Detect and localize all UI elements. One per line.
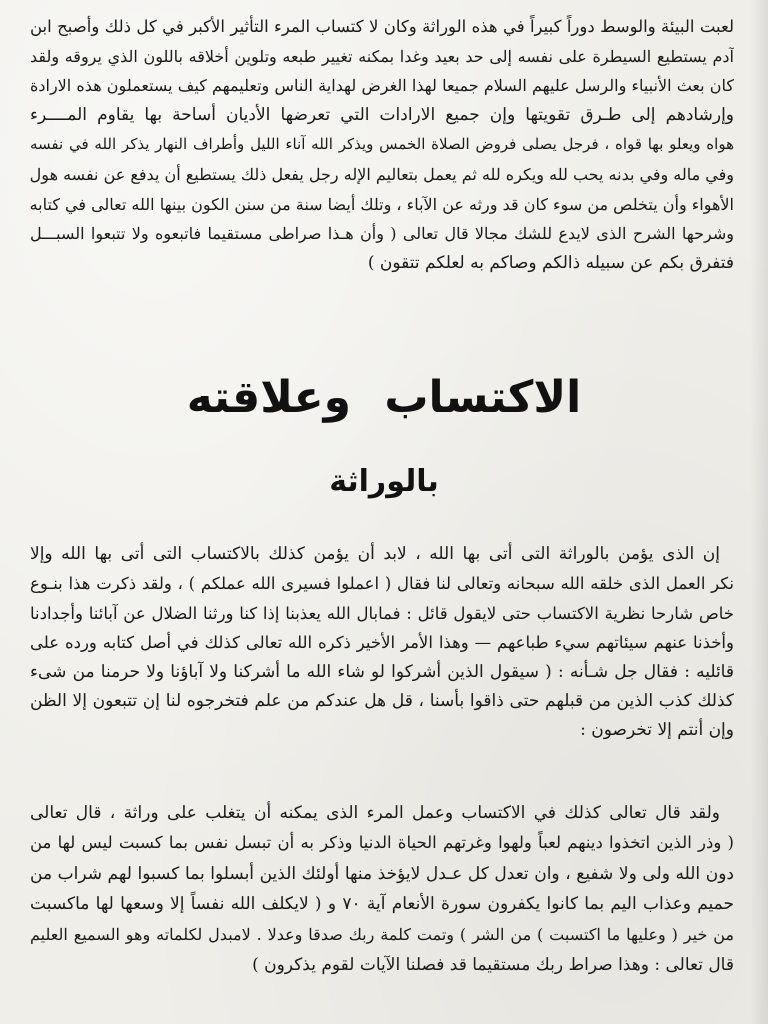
text-line: وفي ماله وفي بدنه يحب لله ويكره لله ثم يعمل بتعاليم الإله رجل يفعل ذلك يستطيع أن يدفع عن نفسه هول	[30, 164, 734, 184]
text-line: لعبت البيئة والوسط دوراً كبيراً في هذه الوراثة وكان لا كتساب المرء التأثير الأكبر في كل ذلك وأصبح ابن	[30, 17, 734, 36]
text-line: وإن أنتم إلا تخرصون :	[580, 720, 734, 741]
text-line: وشرحها الشرح الذى لايدع للشك مجالا قال تعالى ( وأن هـذا صراطى مستقيما فاتبعوه ولا تتبعوا السبـــل	[30, 224, 734, 244]
text-line: قائليه : فقال جل شـأنه : ( سيقول الذين أشركوا لو شاء الله ما أشركنا ولا آباؤنا ولا حرمنا من شىء	[30, 661, 734, 682]
section-title: الاكتساب وعلاقته	[186, 372, 582, 423]
text-line: نكر العمل الذى خلقه الله سبحانه وتعالى لنا فقال ( اعملوا فسيرى الله عملكم ) ، ولقد ذكرت هذا بنـوع	[30, 574, 734, 594]
bottom-paragraph	[30, 798, 734, 980]
text-line: كذلك كذب الذين من قبلهم حتى ذاقوا بأسنا ، قل هل عندكم من علم فتخرجوه لنا إن تتبعون إلا الظن	[30, 690, 734, 711]
text-line: وأخذنا عنهم سيئاتهم سيء طباعهم — وهذا الأمر الأخير ذكره الله تعالى كذلك في أصل كتابه ورده على	[30, 633, 734, 653]
text-line: آدم يستطيع السيطرة على نفسه إلى حد بعيد وغدا بمكنه تغيير طبعه وتلوين أخلاقه باللون الذي يروقه ولقد	[30, 46, 734, 66]
text-line: وإرشادهم إلى طـرق تقويتها وإن جميع الارادات التي تعرضها الأديان أساحة بها يقاوم المــــرء	[30, 104, 734, 125]
text-line: هواه ويعلو بها قواه ، فرجل يصلى فروض الصلاة الخمس ويذكر الله آناء الليل وأطراف النهار يذكر الله في نفسه	[30, 135, 734, 154]
text-line: إن الذى يؤمن بالوراثة التى أتى بها الله ، لابد أن يؤمن كذلك بالاكتساب التى أتى بها الله وإلا	[30, 544, 720, 564]
text-line: الأهواء وأن يتخلص من سوء كان قد ورثه عن الآباء ، وتلك أيضا سنة من سنن الكون بينها الله تعالى في كتابه	[30, 194, 734, 214]
text-line: ( وذر الذين اتخذوا دينهم لعباً ولهوا وغرتهم الحياة الدنيا وذكر به أن تبسل نفس بما كسبت ليس لها من	[30, 833, 734, 853]
top-paragraph	[30, 12, 734, 278]
page-edge-shadow	[750, 0, 768, 1024]
text-line: من خير ( وعليها ما اكتسبت ) من الشر ) وتمت كلمة ربك صدقا وعدلا . لامبدل لكلماته وهو السميع العليم	[30, 924, 734, 944]
section-subtitle: بالوراثة	[329, 464, 439, 499]
text-line: ولقد قال تعالى كذلك في الاكتساب وعمل المرء الذى يمكنه أن يتغلب على وراثة ، قال تعالى	[30, 803, 720, 823]
text-line: قال تعالى : وهذا صراط ربك مستقيما قد فصلنا الآيات لقوم يذكرون )	[252, 954, 734, 975]
text-line: خاص شارحا نظرية الاكتساب حتى لايقول قائل : فمابال الله يعذبنا إذا كنا ورثنا الضلال عن آبائنا وأجدادنا	[30, 603, 734, 623]
text-line: كان بعث الأنبياء والرسل عليهم السلام جميعا لهذا الغرض لهداية الناس وتعليمهم كيف يستعملون هذه الارادة	[30, 76, 734, 96]
middle-paragraph	[30, 540, 734, 746]
text-line: دون الله ولى ولا شفيع ، وان تعدل كل عـدل لايؤخذ منها أولئك الذين أبسلوا بما كسبوا لهم شراب من	[30, 863, 734, 884]
text-line: فتفرق بكم عن سبيله ذالكم وصاكم به لعلكم تتقون )	[367, 252, 734, 273]
text-line: حميم وعذاب اليم بما كانوا يكفرون سورة الأنعام آية ٧٠ و ( لايكلف الله نفساً إلا وسعها لها ماكسبت	[30, 894, 734, 915]
